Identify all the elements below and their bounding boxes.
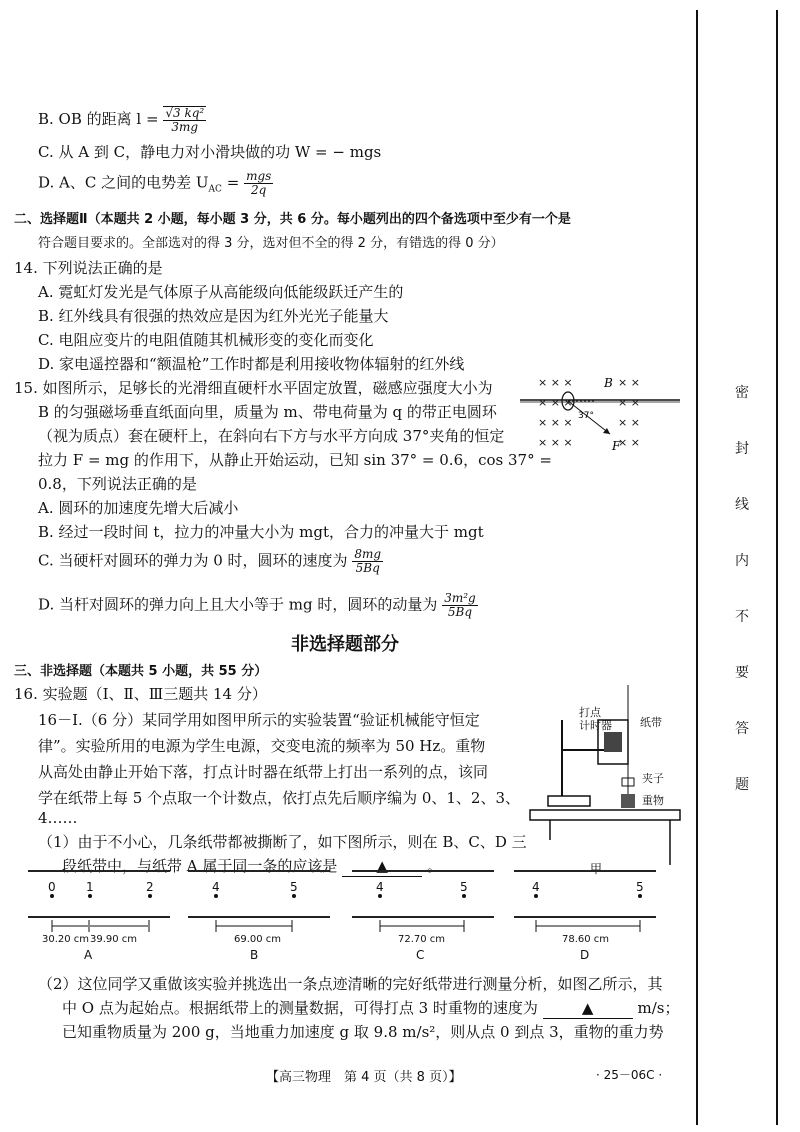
q16-para-1: 16－Ⅰ.（6 分）某同学用如图甲所示的实验装置“验证机械能守恒定 bbox=[38, 711, 480, 729]
q16-para-5: 4…… bbox=[38, 809, 78, 827]
weight-label: 重物 bbox=[642, 794, 664, 807]
svg-text:× ×: × × bbox=[618, 396, 640, 409]
timer-core bbox=[604, 732, 622, 752]
tape-a-label: A bbox=[84, 948, 93, 962]
q15-option-b: B. 经过一段时间 t，拉力的冲量大小为 mgt，合力的冲量大于 mgt bbox=[38, 523, 484, 541]
section-3-title: 三、非选择题（本题共 5 小题，共 55 分） bbox=[14, 664, 268, 679]
q16-sub2-a: （2）这位同学又重做该实验并挑选出一条点迹清晰的完好纸带进行测量分析，如图乙所示，其 bbox=[38, 975, 663, 993]
tape-c-dist: 72.70 cm bbox=[398, 934, 446, 945]
tape-d-point-4 bbox=[534, 894, 538, 898]
footer-code: · 25－06C · bbox=[596, 1068, 663, 1082]
svg-text:× × ×: × × × bbox=[538, 416, 573, 429]
q16-sub1-b: 段纸带中，与纸带 A 属于同一条的应该是 ▲ 。 bbox=[62, 857, 442, 875]
tape-c-mark: 5 bbox=[460, 880, 468, 894]
seal-char: 题 bbox=[735, 777, 749, 793]
answer-blank-2: ▲ bbox=[543, 998, 633, 1019]
answer-blank-1: ▲ bbox=[342, 856, 422, 877]
tape-c-mark: 4 bbox=[376, 880, 384, 894]
q15-d-fraction: $\frac{\text{3m²g}}{5Bq}$ bbox=[444, 591, 476, 619]
clip-label: 夹子 bbox=[642, 772, 664, 785]
weight-block bbox=[621, 794, 635, 808]
q15-line-2: B 的匀强磁场垂直纸面向里，质量为 m、带电荷量为 q 的带正电圆环 bbox=[38, 403, 497, 421]
tape-b bbox=[188, 870, 330, 918]
tape-c-point-5 bbox=[462, 894, 466, 898]
tape-a-dist: 30.20 cm bbox=[42, 934, 90, 945]
tape-d-label: D bbox=[580, 948, 590, 962]
q15-line-5: 0.8，下列说法正确的是 bbox=[38, 475, 197, 493]
tape-b-point-4 bbox=[214, 894, 218, 898]
q15-line-1: 15. 如图所示，足够长的光滑细直硬杆水平固定放置，磁感应强度大小为 bbox=[14, 379, 493, 397]
tape-a-point-2 bbox=[148, 894, 152, 898]
tape-d-mark: 5 bbox=[636, 880, 644, 894]
svg-text:× × ×: × × × bbox=[538, 436, 573, 449]
q15-option-a: A. 圆环的加速度先增大后减小 bbox=[38, 499, 239, 517]
stand-base bbox=[548, 796, 590, 806]
tape-dimension-lines bbox=[28, 918, 668, 934]
tape-b-label: B bbox=[250, 948, 259, 962]
footer-title: 【高三物理 第 4 页（共 8 页）】 bbox=[266, 1070, 462, 1085]
tape-a-mark: 1 bbox=[86, 880, 94, 894]
seal-char: 密 bbox=[735, 385, 749, 401]
seal-line-left bbox=[696, 10, 698, 1125]
svg-text:× × ×: × × × bbox=[538, 376, 573, 389]
q15-field-figure bbox=[520, 374, 680, 464]
field-b-label: B bbox=[604, 376, 613, 390]
seal-char: 要 bbox=[735, 665, 749, 681]
tape-a-dist: 39.90 cm bbox=[90, 934, 138, 945]
svg-text:× ×: × × bbox=[618, 376, 640, 389]
q16-para-4: 学在纸带上每 5 个点取一个计数点，依打点先后顺序编为 0、1、2、3、 bbox=[38, 789, 521, 807]
angle-label: 37° bbox=[578, 411, 594, 421]
q15-option-d: D. 当杆对圆环的弹力向上且大小等于 mg 时，圆环的动量为 $\frac{\text{3m²g}}{5Bq}$ bbox=[38, 591, 476, 619]
q15-option-c: C. 当硬杆对圆环的弹力为 0 时，圆环的速度为 $\frac{8mg}{5Bq}$ bbox=[38, 547, 382, 575]
tape-a-point-0 bbox=[50, 894, 54, 898]
q14-option-c: C. 电阻应变片的电阻值随其机械形变的变化而变化 bbox=[38, 331, 374, 349]
q13-option-d: D. A、C 之间的电势差 $U_{AC}$ = $\frac{\text{mgs}}{2q}$ bbox=[38, 169, 272, 197]
tape-c-point-4 bbox=[378, 894, 382, 898]
q14-option-d: D. 家电遥控器和“额温枪”工作时都是利用接收物体辐射的红外线 bbox=[38, 355, 465, 373]
seal-char: 线 bbox=[735, 497, 749, 513]
tape-label: 纸带 bbox=[640, 716, 662, 729]
tape-b-mark: 4 bbox=[212, 880, 220, 894]
q16-para-3: 从高处由静止开始下落，打点计时器在纸带上打出一系列的点，该同 bbox=[38, 763, 489, 781]
tape-b-mark: 5 bbox=[290, 880, 298, 894]
q15-line-4: 拉力 F = mg 的作用下，从静止开始运动，已知 sin 37° = 0.6，cos 37° = bbox=[38, 451, 552, 469]
seal-char: 答 bbox=[735, 721, 749, 737]
table-top bbox=[530, 810, 680, 820]
q15-line-3: （视为质点）套在硬杆上，在斜向右下方与水平方向成 37°夹角的恒定 bbox=[38, 427, 505, 445]
q16-stem: 16. 实验题（Ⅰ、Ⅱ、Ⅲ三题共 14 分） bbox=[14, 685, 267, 703]
tape-a-mark: 2 bbox=[146, 880, 154, 894]
tape-d-point-5 bbox=[638, 894, 642, 898]
tape-b-point-5 bbox=[292, 894, 296, 898]
force-f-label: F bbox=[612, 439, 621, 453]
q15-c-fraction: $\frac{8mg}{5Bq}$ bbox=[354, 547, 382, 575]
seal-char: 不 bbox=[735, 609, 749, 625]
section-2-title: 二、选择题Ⅱ（本题共 2 小题，每小题 3 分，共 6 分。每小题列出的四个备选项中至少有一个是 bbox=[14, 212, 571, 227]
tape-c bbox=[352, 870, 494, 918]
part-title: 非选择题部分 bbox=[291, 634, 399, 655]
q16-sub1-a: （1）由于不小心，几条纸带都被撕断了，如下图所示，则在 B、C、D 三 bbox=[38, 833, 527, 851]
seal-line-right bbox=[776, 10, 778, 1125]
tape-a-point-1 bbox=[88, 894, 92, 898]
timer-label: 打点 计时器 bbox=[579, 706, 612, 732]
seal-char: 封 bbox=[735, 441, 749, 457]
tape-b-dist: 69.00 cm bbox=[234, 934, 282, 945]
q13-b-fraction: $\frac{\text{√3 kq²}}{3mg}$ bbox=[165, 106, 205, 134]
q13-option-c: C. 从 A 到 C，静电力对小滑块做的功 W = − mgs bbox=[38, 143, 382, 161]
seal-char: 内 bbox=[735, 553, 749, 569]
svg-text:× × ×: × × × bbox=[538, 396, 573, 409]
q16-para-2: 律”。实验所用的电源为学生电源，交变电流的频率为 50 Hz。重物 bbox=[38, 737, 486, 755]
svg-text:× ×: × × bbox=[618, 436, 640, 449]
q14-option-a: A. 霓虹灯发光是气体原子从高能级向低能级跃迁产生的 bbox=[38, 283, 404, 301]
q16-sub2-c: 已知重物质量为 200 g，当地重力加速度 g 取 9.8 m/s²，则从点 0 到点 3，重物的重力势 bbox=[62, 1023, 664, 1041]
q14-option-b: B. 红外线具有很强的热效应是因为红外光光子能量大 bbox=[38, 307, 389, 325]
figure-jia-label: 甲 bbox=[590, 862, 603, 876]
tape-c-label: C bbox=[416, 948, 425, 962]
section-2-title-cont: 符合题目要求的。全部选对的得 3 分，选对但不全的得 2 分，有错选的得 0 分） bbox=[38, 236, 504, 251]
tape-a-mark: 0 bbox=[48, 880, 56, 894]
q16-sub2-b: 中 O 点为起始点。根据纸带上的测量数据，可得打点 3 时重物的速度为 ▲ m/s； bbox=[62, 999, 680, 1017]
q13-option-b: B. OB 的距离 l = $\frac{\text{√3 kq²}}{3mg}$ bbox=[38, 106, 205, 134]
svg-text:× ×: × × bbox=[618, 416, 640, 429]
q14-stem: 14. 下列说法正确的是 bbox=[14, 259, 163, 277]
tape-d-mark: 4 bbox=[532, 880, 540, 894]
q13-d-fraction: $\frac{\text{mgs}}{2q}$ bbox=[246, 169, 272, 197]
tape-d-dist: 78.60 cm bbox=[562, 934, 610, 945]
